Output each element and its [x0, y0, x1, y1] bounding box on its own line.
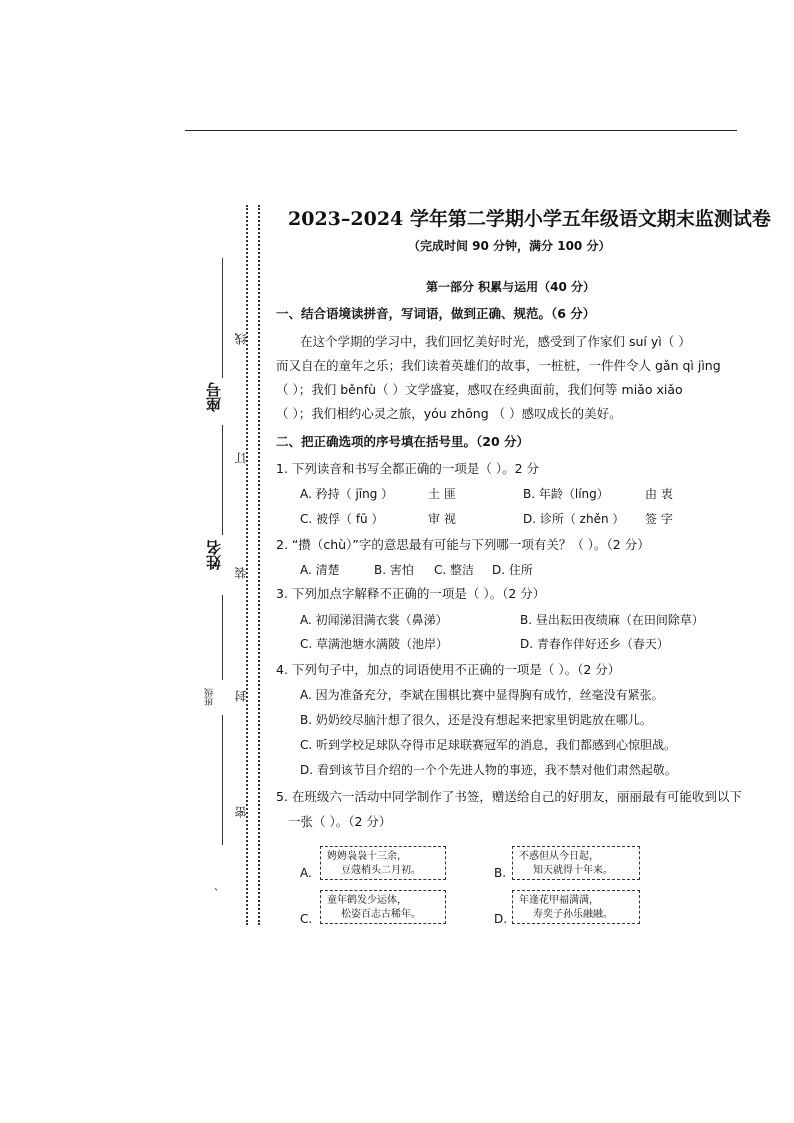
- q4-option-b: B. 奶奶绞尽脑汁想了很久，还是没有想起来把家里钥匙放在哪儿。: [300, 713, 652, 727]
- q1-stem: 1. 下列读音和书写全都正确的一项是（ ）。2 分: [276, 461, 540, 476]
- q4-option-c: C. 听到学校足球队夺得市足球联赛冠军的消息，我们都感到心惊胆战。: [300, 738, 677, 752]
- binding-label-seal: 封: [234, 690, 248, 702]
- q2-stem: 2. “攒（chù）”字的意思最有可能与下列哪一项有关？（ ）。（2 分）: [276, 537, 650, 552]
- q4-stem: 4. 下列句子中，加点的词语使用不正确的一项是（ ）。（2 分）: [276, 662, 621, 677]
- part-heading: 第一部分 积累与运用（40 分）: [426, 280, 596, 294]
- q3-stem: 3. 下列加点字解释不正确的一项是（ ）。（2 分）: [276, 586, 546, 601]
- card-b-line2: 知天就得十年来。: [533, 865, 613, 876]
- q3-option-a: A. 初闻涕泪满衣裳（鼻涕）: [300, 613, 448, 627]
- q3-option-c: C. 草满池塘水满陂（池岸）: [300, 637, 449, 651]
- card-b-letter: B.: [494, 866, 507, 880]
- q1-option-d: D. 诊所（ zhěn ）: [523, 512, 625, 526]
- binding-label-secret: 密: [234, 806, 248, 818]
- binding-dotted-line-inner: [258, 205, 260, 925]
- card-d-letter: D.: [494, 912, 508, 926]
- class-label: 班级: [205, 688, 215, 706]
- exam-subtitle: （完成时间 90 分钟，满分 100 分）: [408, 239, 611, 253]
- section1-line: （ ）；我们 běnfù（ ）文学盛宴，感叹在经典面前，我们何等 miǎo xiǎo: [276, 382, 683, 397]
- card-a-line2: 豆蔻梢头二月初。: [341, 865, 421, 876]
- section1-heading: 一、结合语境读拼音，写词语，做到正确、规范。（6 分）: [276, 306, 596, 321]
- binding-label-line: 线: [234, 333, 248, 345]
- section1-line: 而又自在的童年之乐；我们读着英雄们的故事，一桩桩，一件件令人 gǎn qì jìng: [276, 358, 721, 373]
- binding-label-bind: 装: [234, 567, 248, 579]
- q1-option-c: C. 被俘（ fū ）: [300, 512, 384, 526]
- binding-label-order: 订: [234, 452, 248, 464]
- q1-option-a: A. 矜持（ jīng ）: [300, 487, 394, 501]
- bookmark-card-b: [512, 846, 640, 880]
- q2-option-c: C. 整洁: [434, 563, 475, 577]
- bookmark-card-c: [320, 890, 446, 924]
- section1-line: （ ）；我们相约心灵之旅，yóu zhōng （ ）感叹成长的美好。: [276, 406, 622, 421]
- card-b-line1: 不惑但从今日起，: [519, 851, 599, 862]
- q5-stem-continued: 一张（ ）。（2 分）: [288, 814, 392, 829]
- card-d-line2: 寿奕子孙乐融融。: [533, 909, 613, 920]
- seat-number-line: [222, 258, 223, 378]
- section2-heading: 二、把正确选项的序号填在括号里。（20 分）: [276, 434, 529, 449]
- class-line: [222, 595, 223, 680]
- q5-stem: 5. 在班级六一活动中同学制作了书签，赠送给自己的好朋友，丽丽最有可能收到以下: [276, 789, 742, 804]
- card-c-line1: 童年鹤发少运体，: [327, 895, 407, 906]
- card-a-letter: A.: [300, 866, 312, 880]
- margin-tick: 、: [214, 882, 224, 893]
- q3-option-b: B. 昼出耘田夜绩麻（在田间除草）: [520, 613, 704, 627]
- q1-option-c-word: 审 视: [428, 512, 456, 526]
- q2-option-d: D. 住所: [492, 563, 533, 577]
- exam-title: 2023–2024 学年第二学期小学五年级语文期末监测试卷: [288, 208, 771, 230]
- card-c-line2: 松姿百志古稀年。: [341, 909, 421, 920]
- q1-option-b: B. 年龄（líng）: [523, 487, 609, 501]
- q4-option-d: D. 看到该节目介绍的一个个先进人物的事迹，我不禁对他们肃然起敬。: [300, 763, 677, 777]
- seat-number-label: 座号: [205, 382, 223, 412]
- card-d-line1: 年逢花甲福满满，: [519, 895, 599, 906]
- name-line: [222, 425, 223, 535]
- q1-option-b-word: 由 衷: [645, 487, 673, 501]
- card-c-letter: C.: [300, 912, 313, 926]
- bookmark-card-d: [512, 890, 640, 924]
- top-rule: [185, 130, 737, 131]
- q2-option-b: B. 害怕: [374, 563, 414, 577]
- q4-option-a: A. 因为准备充分，李斌在围棋比赛中显得胸有成竹，丝毫没有紧张。: [300, 688, 664, 702]
- card-a-line1: 娉娉袅袅十三余，: [327, 851, 407, 862]
- school-line: [222, 715, 223, 845]
- q2-option-a: A. 清楚: [300, 563, 340, 577]
- q1-option-d-word: 签 字: [645, 512, 673, 526]
- q3-option-d: D. 青春作伴好还乡（春天）: [520, 637, 669, 651]
- q1-option-a-word: 土 匪: [428, 487, 456, 501]
- section1-line: 在这个学期的学习中，我们回忆美好时光，感受到了作家们 suí yì（ ）: [300, 334, 691, 349]
- name-label: 姓名: [205, 540, 223, 570]
- bookmark-card-a: [320, 846, 446, 880]
